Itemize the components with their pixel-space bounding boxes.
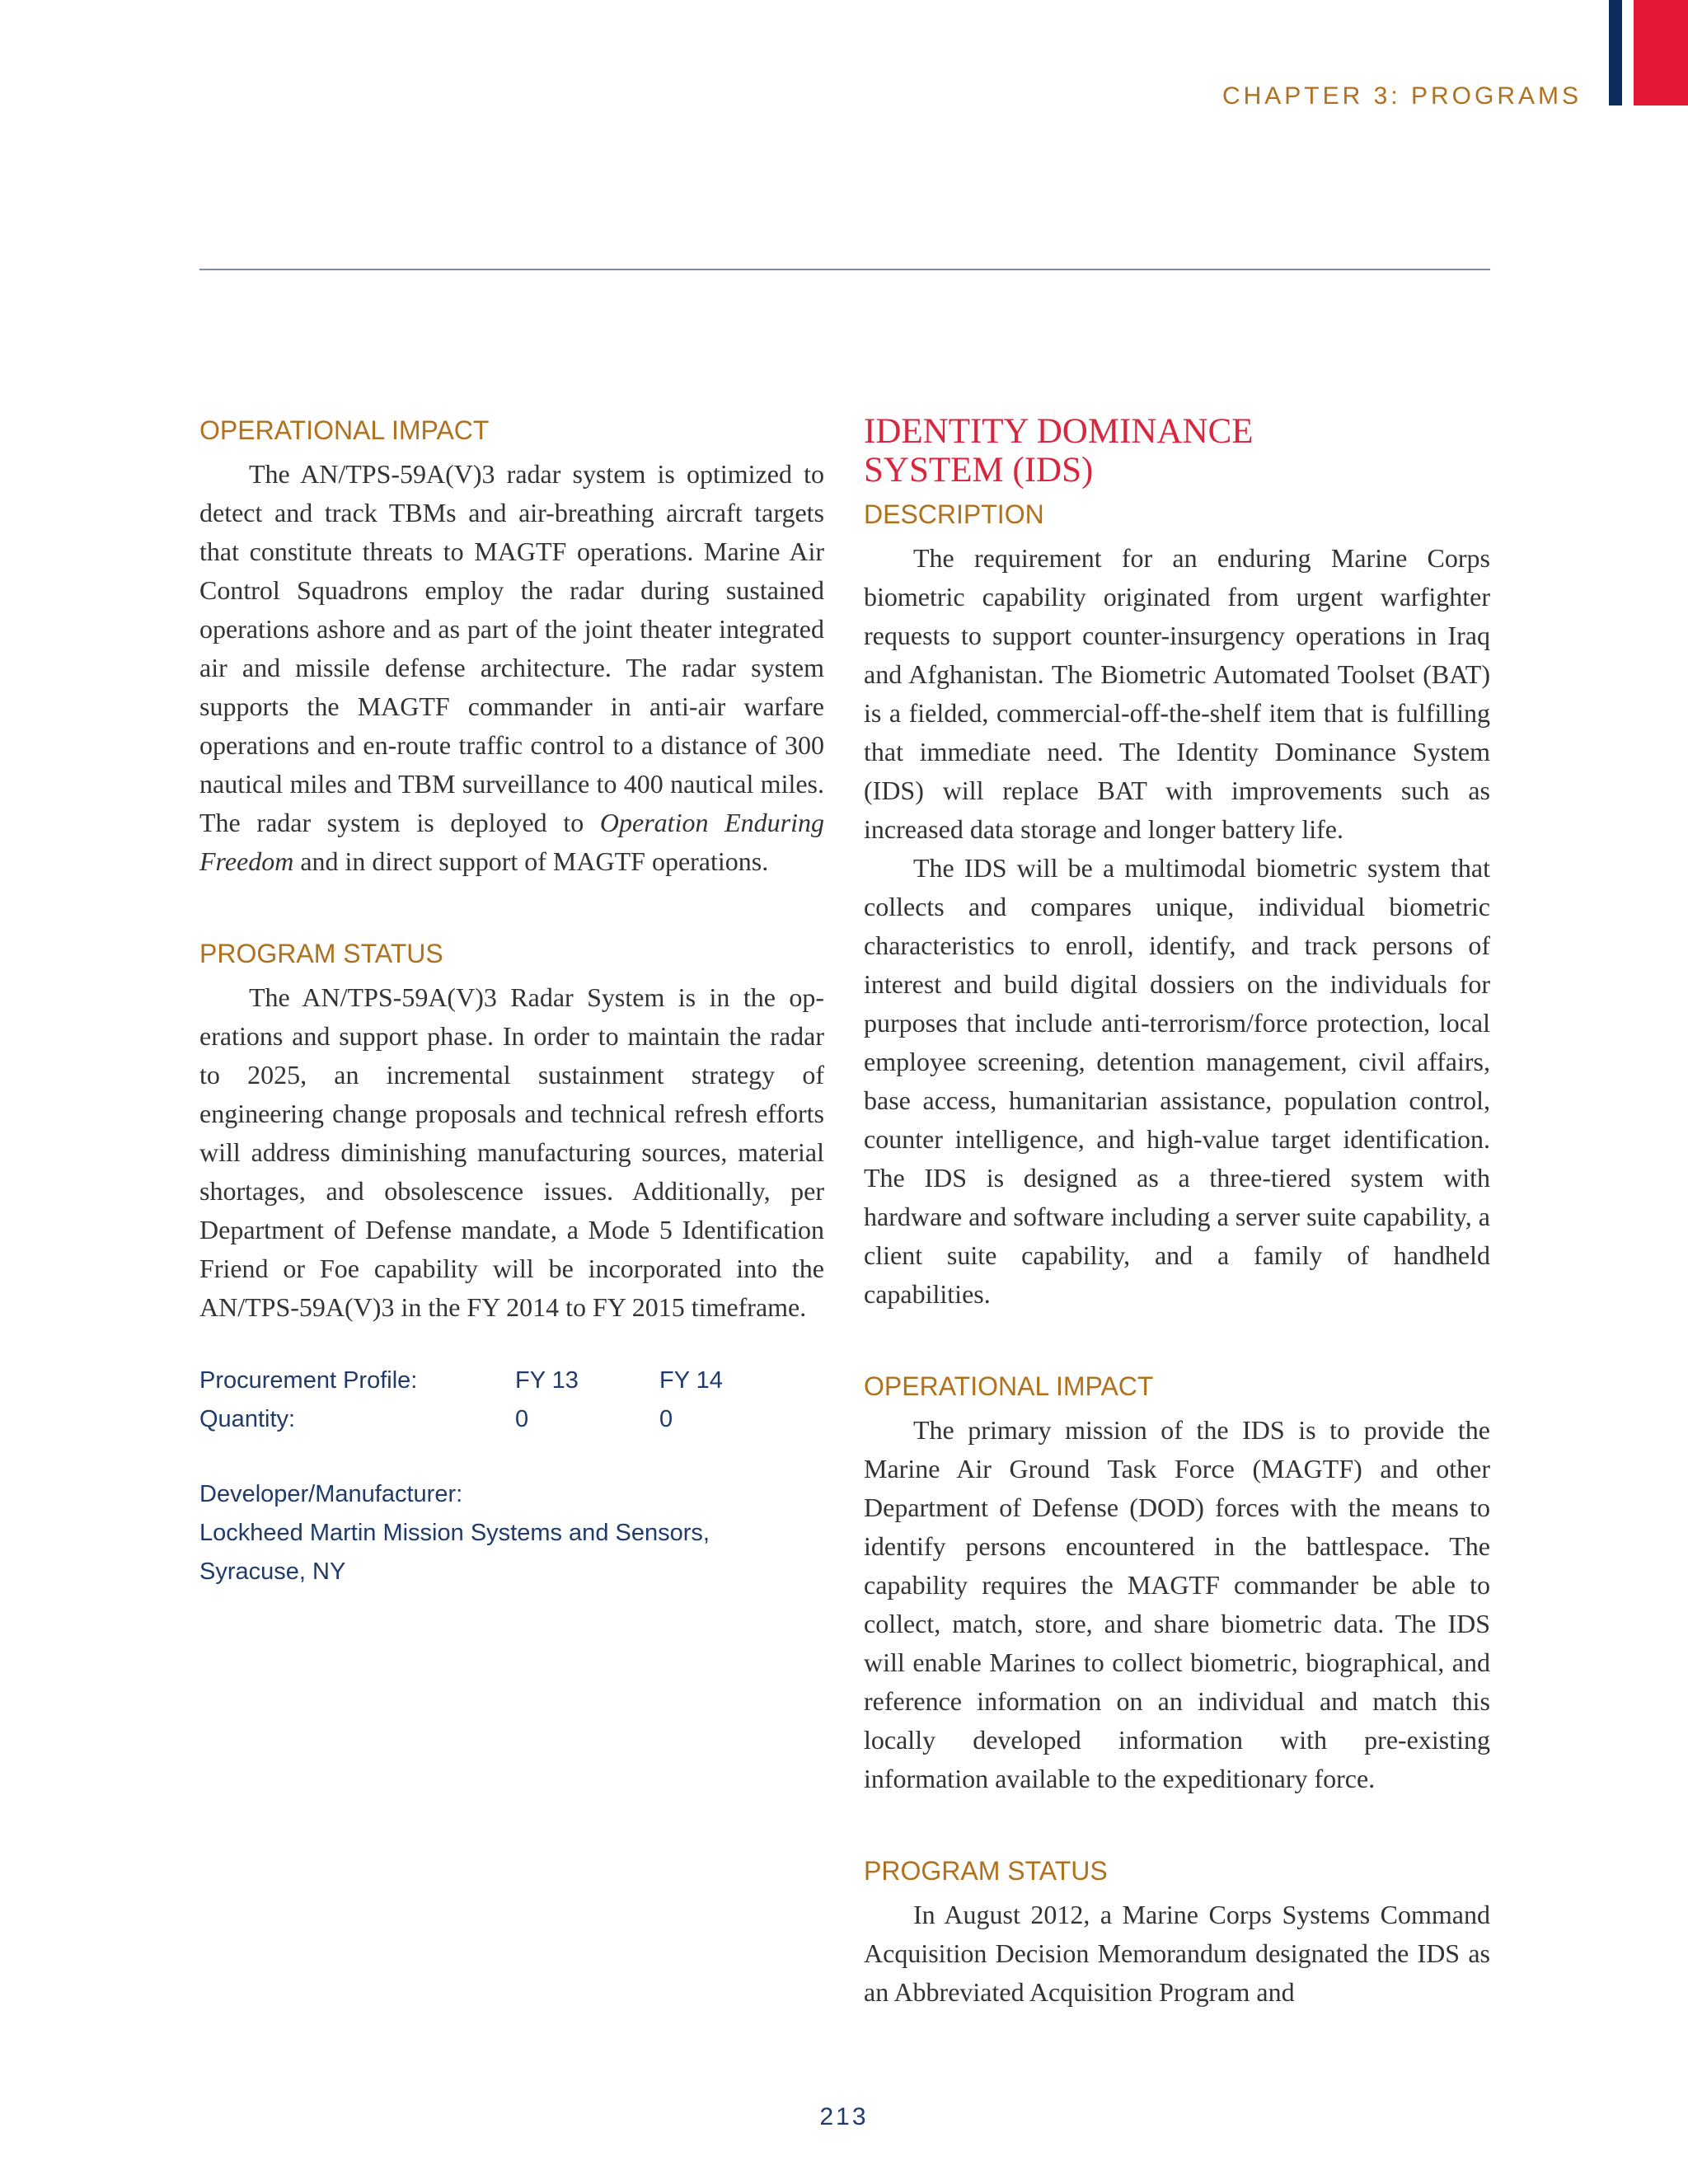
- program-title-line: SYSTEM (IDS): [864, 451, 1094, 490]
- procurement-profile-row: [199, 1361, 824, 1400]
- section-heading-program-status: PROGRAM STATUS: [864, 1856, 1108, 1886]
- header-flag-blue-bar: [1609, 0, 1622, 105]
- paragraph-operational-impact: The primary mission of the IDS is to provide the Marine Air Ground Task Force (MAGTF) and other Department of Defense (DOD) forces with the means to identify persons encountered in the battlespace. The capability requires the MAGTF commander be able to collect, match, store, and share biometric data. The IDS will enable Marines to collect biometric, biographical, and reference information on an individual and match this locally developed information with pre-existing information available to the expeditionary force.: [864, 1415, 1490, 1793]
- quantity-row: [199, 1400, 824, 1439]
- page-number: 213: [819, 2103, 869, 2130]
- paragraph-description-1: The requirement for an enduring Marine Corps biometric capability originated from urgent warfighter requests to support counter-insurgency operations in Iraq and Afghanistan. The Biometric Automated Toolset (BAT) is a fielded, commercial-off-the-shelf item that is fulfilling that immediate need. The Identity Dominance System (IDS) will replace BAT with improvements such as increased data storage and longer battery life.: [864, 543, 1490, 844]
- quantity-cell: 0: [515, 1406, 529, 1432]
- section-heading-program-status: PROGRAM STATUS: [199, 939, 443, 968]
- developer-block: [199, 1475, 824, 1591]
- fiscal-year-cell: FY 14: [659, 1367, 723, 1394]
- quantity-cell: 0: [659, 1406, 673, 1432]
- italic-operation-name: Operation Enduring Freedom: [199, 808, 825, 876]
- paragraph-operational-impact: [199, 455, 824, 881]
- text-run: and in direct support of MAGTF operations.: [293, 846, 769, 876]
- left-column: [199, 412, 824, 1591]
- section-heading-operational-impact: OPERATIONAL IMPACT: [199, 415, 490, 445]
- quantity-label: Quantity:: [199, 1406, 296, 1432]
- header-flag-red-bar: [1634, 0, 1688, 105]
- paragraph-program-status: In August 2012, a Marine Corps Systems Command Acquisition Decision Memorandum designated the IDS as an Abbreviated Acquisition Program and: [864, 1900, 1490, 2007]
- developer-name: Lockheed Martin Mission Systems and Sensors,: [199, 1520, 710, 1546]
- paragraph-description-2: The IDS will be a multimodal biometric system that collects and compares unique, individual biometric characteristics to enroll, identify, and track persons of interest and build digital dossiers on the individuals for purposes that include anti-terrorism/force protection, local employee screening, detention management, civil affairs, base access, humanitarian assistance, population control, counter intelligence, and high-value target identification. The IDS is designed as a three-tiered system with hardware and software including a server suite capability, a client suite capability, and a family of handheld capabilities.: [864, 853, 1490, 1309]
- text-run: The AN/TPS-59A(V)3 radar system is optimized to detect and track TBMs and air-breathing aircraft targets that constitute threats to MAGTF operations. Marine Air Control Squadrons employ the radar during sustained operations ashore and as part of the joint theater integrated air and missile defense architecture. The radar system supports the MAGTF commander in anti-air warfare operations and en-route traffic control to a distance of 300 nautical miles and TBM surveillance to 400 nautical miles. The radar system is deployed to: [199, 459, 824, 837]
- developer-location: Syracuse, NY: [199, 1558, 346, 1585]
- program-title: [864, 412, 1490, 490]
- paragraph-program-status: The AN/TPS-59A(V)3 Radar System is in the operations and support phase. In order to maintain the radar to 2025, an incremental sustainment strategy of engineering change proposals and technical refresh efforts will address diminishing manufacturing sources, material shortages, and obsolescence issues. Additionally, per Department of Defense mandate, a Mode 5 Identification Friend or Foe capability will be incorporated into the AN/TPS-59A(V)3 in the FY 2014 to FY 2015 timeframe.: [199, 982, 824, 1322]
- section-heading-operational-impact: OPERATIONAL IMPACT: [864, 1371, 1154, 1401]
- right-column: [864, 412, 1490, 2012]
- header-divider: [199, 269, 1490, 270]
- section-heading-description: DESCRIPTION: [864, 499, 1044, 529]
- procurement-table: [199, 1361, 824, 1439]
- chapter-title: CHAPTER 3: PROGRAMS: [1221, 82, 1582, 110]
- developer-label: Developer/Manufacturer:: [199, 1481, 463, 1507]
- procurement-profile-label: Procurement Profile:: [199, 1367, 418, 1394]
- program-title-line: IDENTITY DOMINANCE: [864, 412, 1254, 451]
- fiscal-year-cell: FY 13: [515, 1367, 579, 1394]
